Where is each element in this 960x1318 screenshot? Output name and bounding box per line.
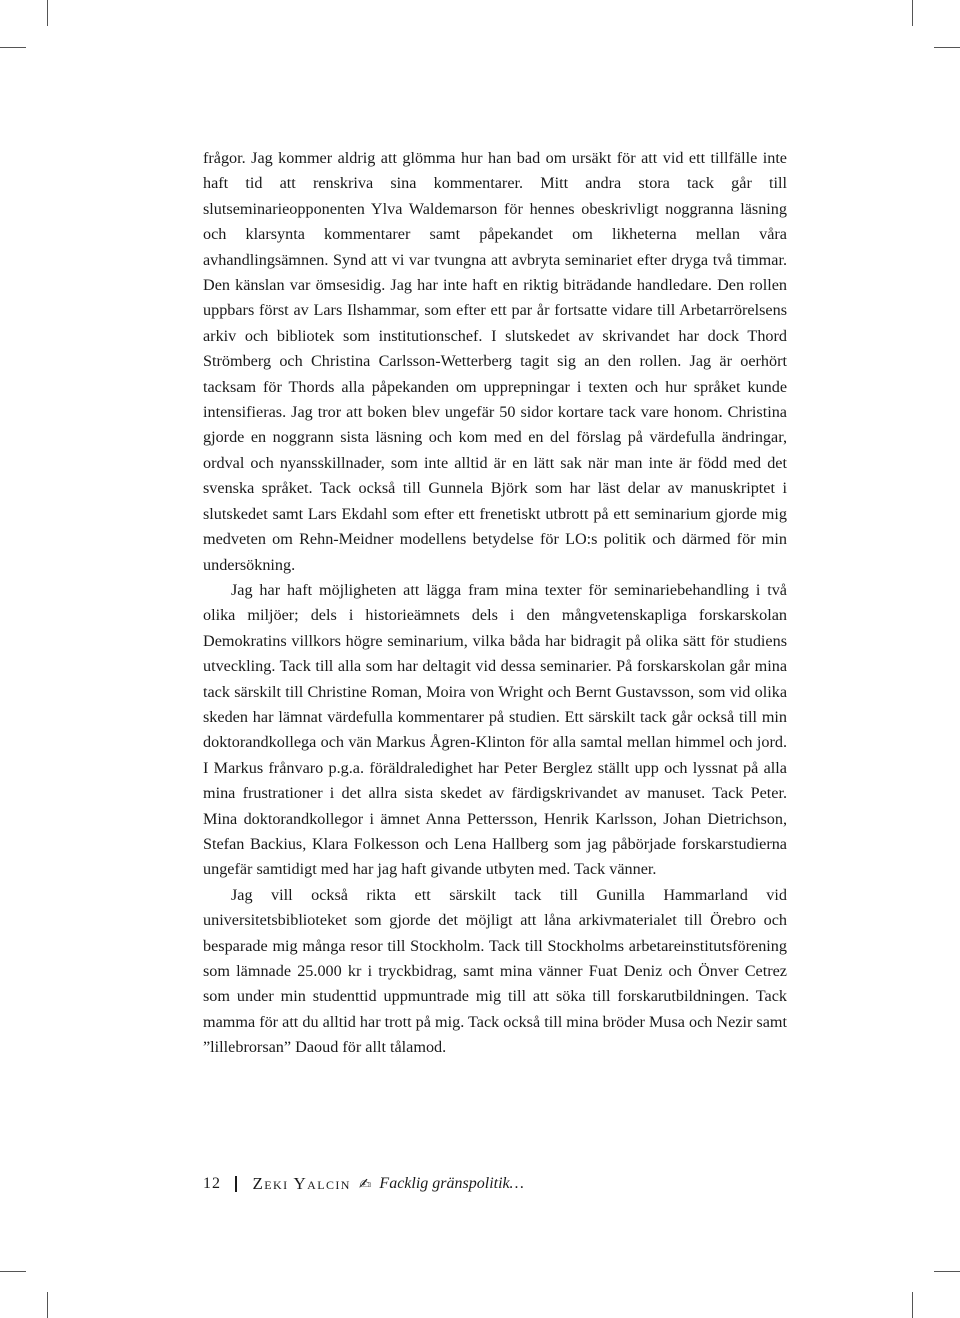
page-number: 12 [203,1175,221,1192]
page-footer [203,1172,524,1196]
running-head-author: Zeki Yalcin [252,1174,351,1193]
running-head-title: Facklig gränspolitik… [379,1175,524,1192]
crop-mark-top-left-h [0,47,26,48]
crop-mark-top-right-h [934,47,960,48]
writing-hand-icon: ✍ [358,1175,372,1193]
crop-mark-bottom-right-h [934,1271,960,1272]
crop-mark-top-left-v [47,0,48,26]
crop-mark-bottom-left-h [0,1271,26,1272]
crop-mark-top-right-v [912,0,913,26]
crop-mark-bottom-left-v [47,1292,48,1318]
paragraph: Jag har haft möjligheten att lägga fram mina texter för seminariebehandling i två olika miljöer; dels i historieämnets dels i den mångvetenskapliga forskarskolan Demokratins villkors högre seminarium, vilka båda har bidragit på olika sätt för studiens utveckling. Tack till alla som har deltagit vid dessa seminarier. På forskarskolan går mina tack särskilt till Christine Roman, Moira von Wright och Bernt Gustavsson, som vid olika skeden har lämnat värdefulla kommentarer på studien. Ett särskilt tack går också till min doktorandkollega och vän Markus Ågren-Klinton för alla samtal mellan himmel och jord. I Markus frånvaro p.g.a. föräldraledighet har Peter Berglez ställt upp och lyssnat på alla mina frustrationer i det allra sista skedet av färdigskrivandet av manuset. Tack Peter. Mina doktorandkollegor i ämnet Anna Pettersson, Henrik Karlsson, Johan Dietrichson, Stefan Backius, Klara Folkesson och Lena Hallberg som jag påbörjade forskarstudierna ungefär samtidigt med har jag haft givande utbyten med. Tack vänner. [203,580,787,879]
paragraph: Jag vill också rikta ett särskilt tack till Gunilla Hammarland vid universitetsbiblioteket som gjorde det möjligt att låna arkivmaterialet till Örebro och besparade mig många resor till Stockholm. Tack till Stockholms arbetareinstitutsförening som lämnade 25.000 kr i tryckbidrag, samt mina vänner Fuat Deniz och Önver Cetrez som under min studenttid uppmuntrade mig till att söka till forskarutbildningen. Tack mamma för att du alltid har trott på mig. Tack också till mina bröder Musa och Nezir samt ”lillebrorsan” Daoud för allt tålamod. [203,885,787,1057]
body-text [203,146,787,1061]
crop-mark-bottom-right-v [912,1292,913,1318]
footer-divider [235,1176,237,1192]
paragraph: frågor. Jag kommer aldrig att glömma hur han bad om ursäkt för att vid ett tillfälle inte haft tid att renskriva sina kommentarer. Mitt andra stora tack går till slutseminarieopponenten Ylva Waldemarson för hennes obeskrivligt noggranna läsning och klarsynta kommentarer samt påpekandet om likheterna mellan våra avhandlingsämnen. Synd att vi var tvungna att avbryta seminariet efter dryga två timmar. Den känslan var ömsesidig. Jag har inte haft en riktig biträdande handledare. Den rollen uppbars först av Lars Ilshammar, som efter ett par år fortsatte vidare till Arbetarrörelsens arkiv och bibliotek som institutionschef. I slutskedet av skrivandet har dock Thord Strömberg och Christina Carlsson-Wetterberg tagit sig an den rollen. Jag är oerhört tacksam för Thords alla påpekanden om upprepningar i texten och hur språket kunde intensifieras. Jag tror att boken blev ungefär 50 sidor kortare tack vare honom. Christina gjorde en noggrann sista läsning och kom med en del förslag på värdefulla ändringar, ordval och nyansskillnader, som inte alltid är en lätt sak när man inte är född med det svenska språket. Tack också till Gunnela Björk som har läst delar av manuskriptet i slutskedet samt Lars Ekdahl som efter ett frenetiskt utbrott på ett seminarium gjorde mig medveten om Rehn-Meidner modellens betydelse för LO:s politik och därmed för min undersökning. [203,149,787,574]
